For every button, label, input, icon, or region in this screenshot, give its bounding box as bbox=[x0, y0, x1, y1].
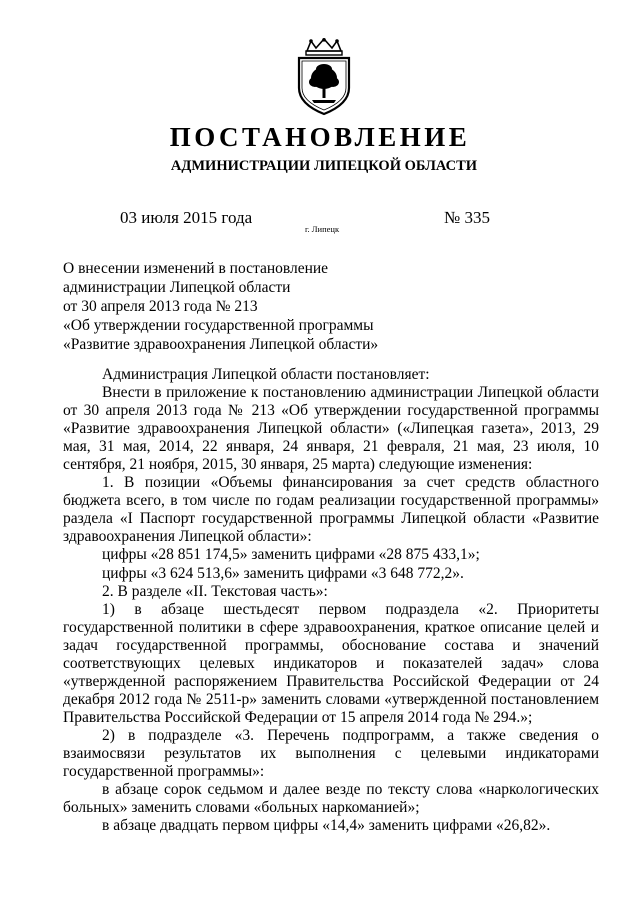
heading-line: «Развитие здравоохранения Липецкой области» bbox=[63, 336, 379, 353]
body-paragraph: в абзаце сорок седьмом и далее везде по тексту слова «наркологических больных» заменить словами «больных наркоманией»; bbox=[63, 781, 599, 817]
body-paragraph: 2. В разделе «II. Текстовая часть»: bbox=[102, 582, 328, 600]
heading-line: О внесении изменений в постановление bbox=[63, 260, 329, 277]
document-place: г. Липецк bbox=[305, 224, 340, 234]
document-date: 03 июля 2015 года bbox=[120, 208, 253, 227]
body-paragraph: 2) в подразделе «3. Перечень подпрограмм, а также сведения о взаимосвязи результатов их выполнения с целевыми индикаторами государственной программы»: bbox=[63, 726, 599, 781]
body-paragraph: 1) в абзаце шестьдесят первом подраздела «2. Приоритеты государственной политики в сфере здравоохранения, краткое описание целей и задач государственной программы, обоснование состава и значений соответствующих целевых индикаторов и показателей задач» слова «утвержденной распоряжением Правительства Российской Федерации от 24 декабря 2012 года № 2511-р» заменить словами «утвержденной постановлением Правительства Российской Федерации от 15 апреля 2014 года № 294.»; bbox=[63, 600, 599, 726]
body-paragraph: в абзаце двадцать первом цифры «14,4» заменить цифрами «26,82». bbox=[102, 817, 551, 835]
body-paragraph: цифры «28 851 174,5» заменить цифрами «28 875 433,1»; bbox=[102, 546, 480, 564]
heading-line: от 30 апреля 2013 года № 213 bbox=[63, 298, 258, 315]
body-paragraph: Администрация Липецкой области постановляет: bbox=[102, 366, 430, 383]
coat-of-arms-icon bbox=[293, 38, 355, 116]
document-body bbox=[63, 366, 599, 835]
document-number: № 335 bbox=[444, 208, 490, 227]
body-paragraph: 1. В позиции «Объемы финансирования за счет средств областного бюджета всего, в том числе по годам реализации государственной программы» раздела «I Паспорт государственной программы Липецкой области «Развитие здравоохранения Липецкой области»: bbox=[63, 474, 599, 546]
body-paragraph: цифры «3 624 513,6» заменить цифрами «3 648 772,2». bbox=[102, 564, 464, 582]
heading-line: «Об утверждении государственной программы bbox=[63, 317, 374, 334]
issuer-subtitle: АДМИНИСТРАЦИИ ЛИПЕЦКОЙ ОБЛАСТИ bbox=[170, 158, 478, 174]
heading-line: администрации Липецкой области bbox=[63, 279, 291, 296]
body-paragraph: Внести в приложение к постановлению администрации Липецкой области от 30 апреля 2013 года № 213 «Об утверждении государственной программы «Развитие здравоохранения Липецкой области» («Липецкая газета», 2013, 29 мая, 31 мая, 2014, 22 января, 24 января, 21 февраля, 21 мая, 23 июля, 10 сентября, 21 ноября, 2015, 30 января, 25 марта) следующие изменения: bbox=[63, 384, 599, 474]
document-title: ПОСТАНОВЛЕНИЕ bbox=[169, 122, 471, 152]
document-heading bbox=[63, 259, 383, 354]
